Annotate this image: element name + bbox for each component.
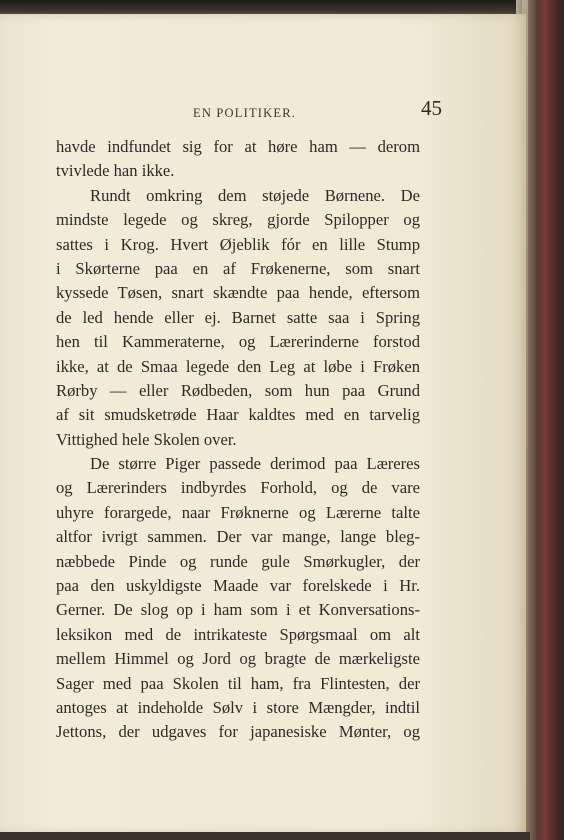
page-header	[0, 90, 526, 120]
text-line: leksikon med de intrikateste Spørgsmaal om alt	[56, 624, 420, 644]
text-line: De større Piger passede derimod paa Læreres	[90, 454, 420, 474]
text-line: havde indfundet sig for at høre ham — derom	[56, 137, 420, 156]
text-line: Rundt omkring dem støjede Børnene. De	[90, 185, 420, 205]
text-line: Sager med paa Skolen til ham, fra Flintesten, der	[56, 673, 420, 693]
body-text	[56, 135, 420, 745]
book-page	[0, 14, 526, 834]
text-line: Rørby — eller Rødbeden, som hun paa Grund	[56, 380, 420, 400]
text-line: mellem Himmel og Jord og bragte de mærkeligste	[56, 649, 420, 669]
text-line: i Skørterne paa en af Frøkenerne, som snart	[56, 258, 420, 278]
text-line: Vittighed hele Skolen over.	[56, 429, 237, 449]
text-line: paa den uskyldigste Maade var forelskede i Hr.	[56, 576, 420, 596]
text-line: tvivlede han ikke.	[56, 161, 175, 181]
text-line: af sit smudsketrøde Haar kaldtes med en tarvelig	[56, 405, 420, 425]
text-line: sattes i Krog. Hvert Øjeblik fór en lille Stump	[56, 234, 420, 254]
book-bottom-edge	[0, 832, 530, 840]
text-line: kyssede Tøsen, snart skændte paa hende, eftersom	[56, 283, 420, 303]
text-line: antoges at indeholde Sølv i store Mængder, indtil	[56, 697, 420, 717]
text-line: mindste legede og skreg, gjorde Spilopper og	[56, 210, 420, 230]
running-head: EN POLITIKER.	[193, 106, 297, 120]
text-line: de led hende eller ej. Barnet satte saa i Spring	[56, 307, 420, 327]
text-line: hen til Kammeraterne, og Lærerinderne forstod	[56, 332, 420, 352]
text-line: uhyre forargede, naar Frøknerne og Lærerne talte	[56, 502, 420, 522]
text-line: Gerner. De slog op i ham som i et Konversations-	[56, 600, 420, 620]
text-line: næbbede Pinde og runde gule Smørkugler, der	[56, 551, 420, 571]
text-line: og Lærerinders indbyrdes Forhold, og de vare	[56, 478, 420, 498]
text-line: ikke, at de Smaa legede den Leg at løbe i Frøken	[56, 356, 420, 376]
page-number: 45	[421, 96, 442, 120]
text-line: altfor ivrigt sammen. Der var mange, lange bleg-	[56, 527, 420, 547]
text-line: Jettons, der udgaves for japanesiske Mønter, og	[56, 722, 420, 742]
